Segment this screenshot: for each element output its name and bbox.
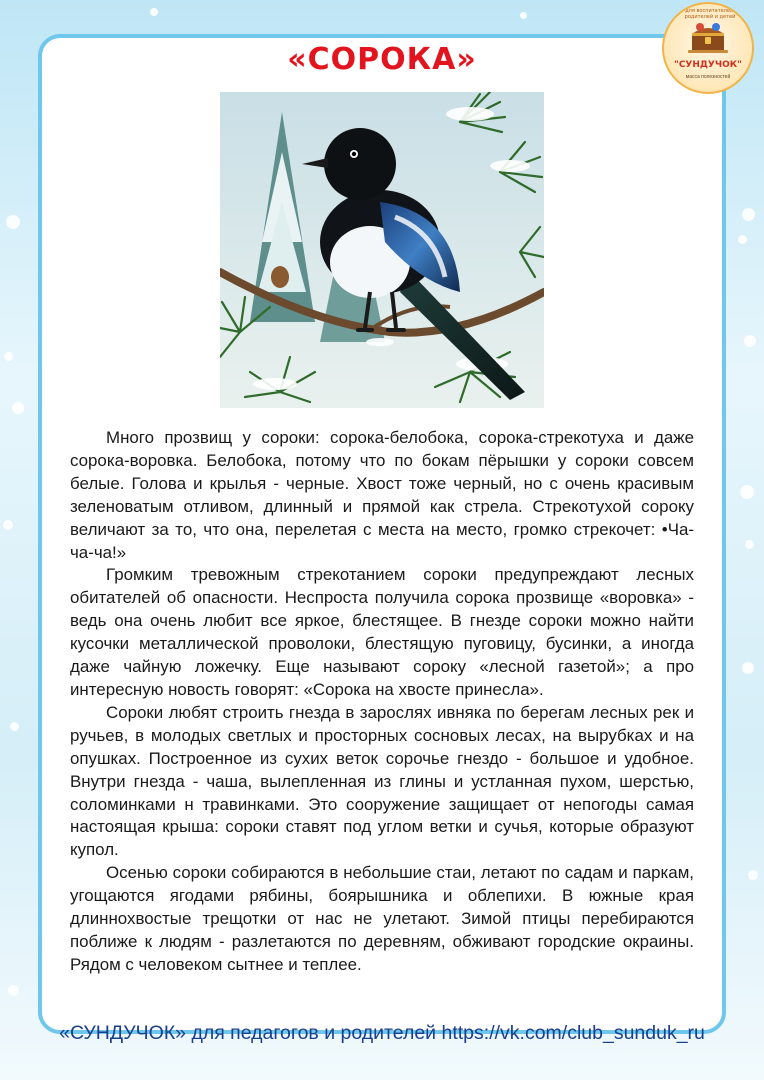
snowflake <box>744 335 756 347</box>
snowflake <box>742 662 754 674</box>
logo-name: "СУНДУЧОК" <box>674 60 742 70</box>
snowflake <box>742 208 755 221</box>
paragraph: Осенью сороки собираются в небольшие стаи, летают по садам и паркам, угощаются ягодами рябины, боярышника и облепихи. В южные края длиннохвостые трещотки от нас не улетают. Зимой птицы перебираются поближе к людям - разлетаются по деревням, обживают городские окраины. Рядом с человеком сытнее и теплее. <box>70 863 694 974</box>
paragraph: Много прозвищ у сороки: сорока-белобока, сорока-стрекотуха и даже сорока-воровка. Белобока, потому что по бокам пёрышки у сороки совсем белые. Голова и крылья - черные. Хвост тоже черный, но с очень красивым зеленоватым отливом, длинный и прямой как стрела. Стрекотухой сороку величают за то, что она, перелетая с места на место, громко стрекочет: •Ча-ча-ча!» <box>70 428 694 562</box>
snowflake <box>4 352 13 361</box>
footer-credit: «СУНДУЧОК» для педагогов и родителей https://vk.com/club_sunduk_ru <box>59 1022 705 1044</box>
paragraph: Сороки любят строить гнезда в зарослях ивняка по берегам лесных рек и ручьев, в молодых светлых и просторных сосновых лесах, на вырубках и на опушках. Построенное из сухих веток сорочье гнездо - большое и удобное. Внутри гнезда - чаша, вылепленная из глины и устланная пухом, шерстью, соломинками н травинками. Это сооружение защищает от непогоды самая настоящая крыша: сороки ставят под углом ветки и сучья, которые образуют купол. <box>70 702 694 860</box>
logo-ring-text: для воспитателей, родителей и детей <box>684 8 736 20</box>
page-title: «СОРОКА» <box>287 42 477 77</box>
snowflake <box>745 540 754 549</box>
magpie-illustration <box>220 92 544 408</box>
snowflake <box>740 485 754 499</box>
snowflake <box>10 722 19 731</box>
snowflake <box>8 985 19 996</box>
sunduchok-logo <box>662 2 754 94</box>
snowflake <box>150 8 158 16</box>
snowflake <box>748 870 758 880</box>
snowflake <box>12 402 24 414</box>
snowflake <box>3 520 13 530</box>
paragraph: Громким тревожным стрекотанием сороки предупреждают лесных обитателей об опасности. Неспроста получила сорока прозвище «воровка» - ведь она очень любит все яркое, блестящее. В гнезде сороки можно найти кусочки металлической проволоки, блестящую пуговицу, бусинки, а иногда даже чайную ложечку. Еще называют сороку «лесной газетой»; а про интересную новость говорят: «Сорока на хвосте принесла». <box>70 565 694 699</box>
chest-icon <box>664 18 752 58</box>
snowflake <box>738 235 747 244</box>
logo-subtitle: масса полезностей <box>685 74 731 80</box>
magpie-on-pine-branch-icon <box>220 92 544 408</box>
snowflake <box>520 12 527 19</box>
snowflake <box>6 215 20 229</box>
article-text <box>70 427 694 977</box>
